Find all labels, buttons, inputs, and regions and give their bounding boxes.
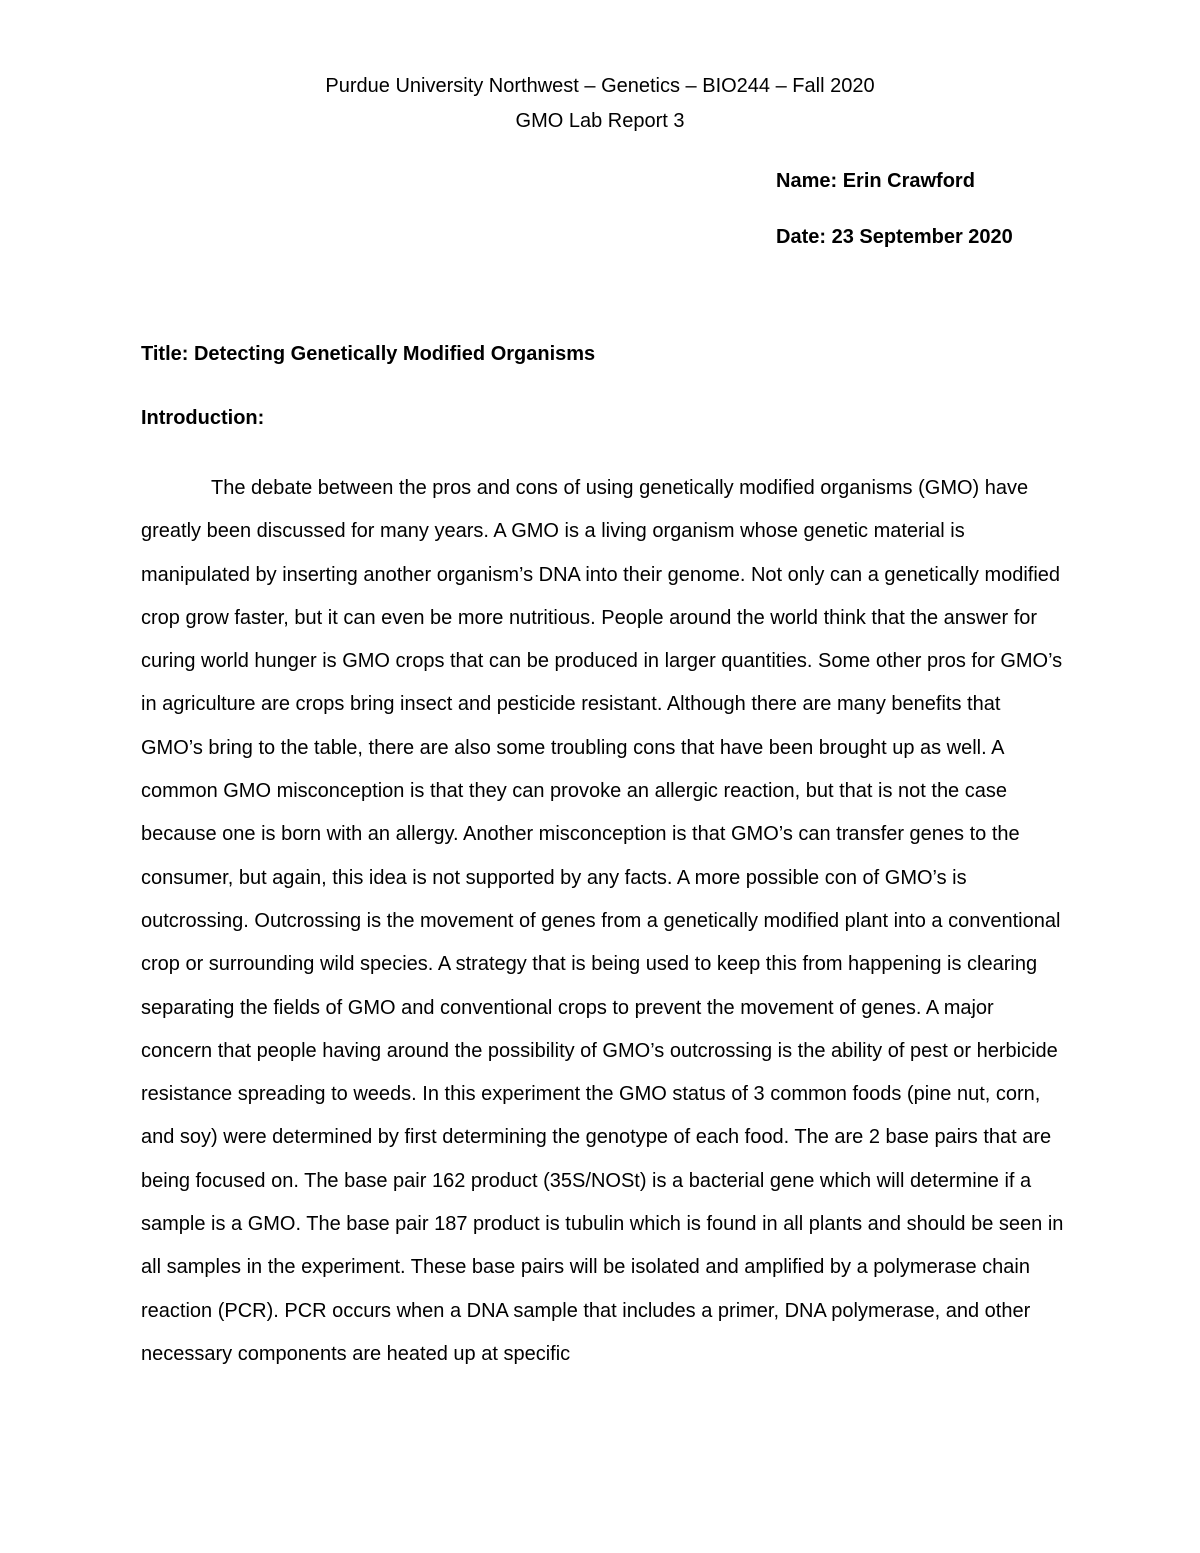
report-title: GMO Lab Report 3 [515, 110, 685, 132]
introduction-heading: Introduction: [141, 407, 265, 429]
report-date: Date: 23 September 2020 [776, 226, 1013, 248]
report-title-heading: Title: Detecting Genetically Modified Organisms [141, 343, 596, 365]
course-header: Purdue University Northwest – Genetics – BIO244 – Fall 2020 [325, 75, 875, 97]
student-name: Name: Erin Crawford [776, 170, 975, 192]
introduction-paragraph: The debate between the pros and cons of using genetically modified organisms (GMO) have greatly been discussed for many years. A GMO is a living organism whose genetic material is manipulated by inserting another organism’s DNA into their genome. Not only can a genetically modified crop grow faster, but it can even be more nutritious. People around the world think that the answer for curing world hunger is GMO crops that can be produced in larger quantities. Some other pros for GMO’s in agriculture are crops bring insect and pesticide resistant. Although there are many benefits that GMO’s bring to the table, there are also some troubling cons that have been brought up as well. A common GMO misconception is that they can provoke an allergic reaction, but that is not the case because one is born with an allergy. Another misconception is that GMO’s can transfer genes to the consumer, but again, this idea is not supported by any facts. A more possible con of GMO’s is outcrossing. Outcrossing is the movement of genes from a genetically modified plant into a conventional crop or surrounding wild species. A strategy that is being used to keep this from happening is clearing separating the fields of GMO and conventional crops to prevent the movement of genes. A major concern that people having around the possibility of GMO’s outcrossing is the ability of pest or herbicide resistance spreading to weeds. In this experiment the GMO status of 3 common foods (pine nut, corn, and soy) were determined by first determining the genotype of each food. The are 2 base pairs that are being focused on. The base pair 162 product (35S/NOSt) is a bacterial gene which will determine if a sample is a GMO. The base pair 187 product is tubulin which is found in all plants and should be seen in all samples in the experiment. These base pairs will be isolated and amplified by a polymerase chain reaction (PCR). PCR occurs when a DNA sample that includes a primer, DNA polymerase, and other necessary components are heated up at specific [141, 477, 1064, 1365]
introduction-body [141, 467, 1066, 1376]
